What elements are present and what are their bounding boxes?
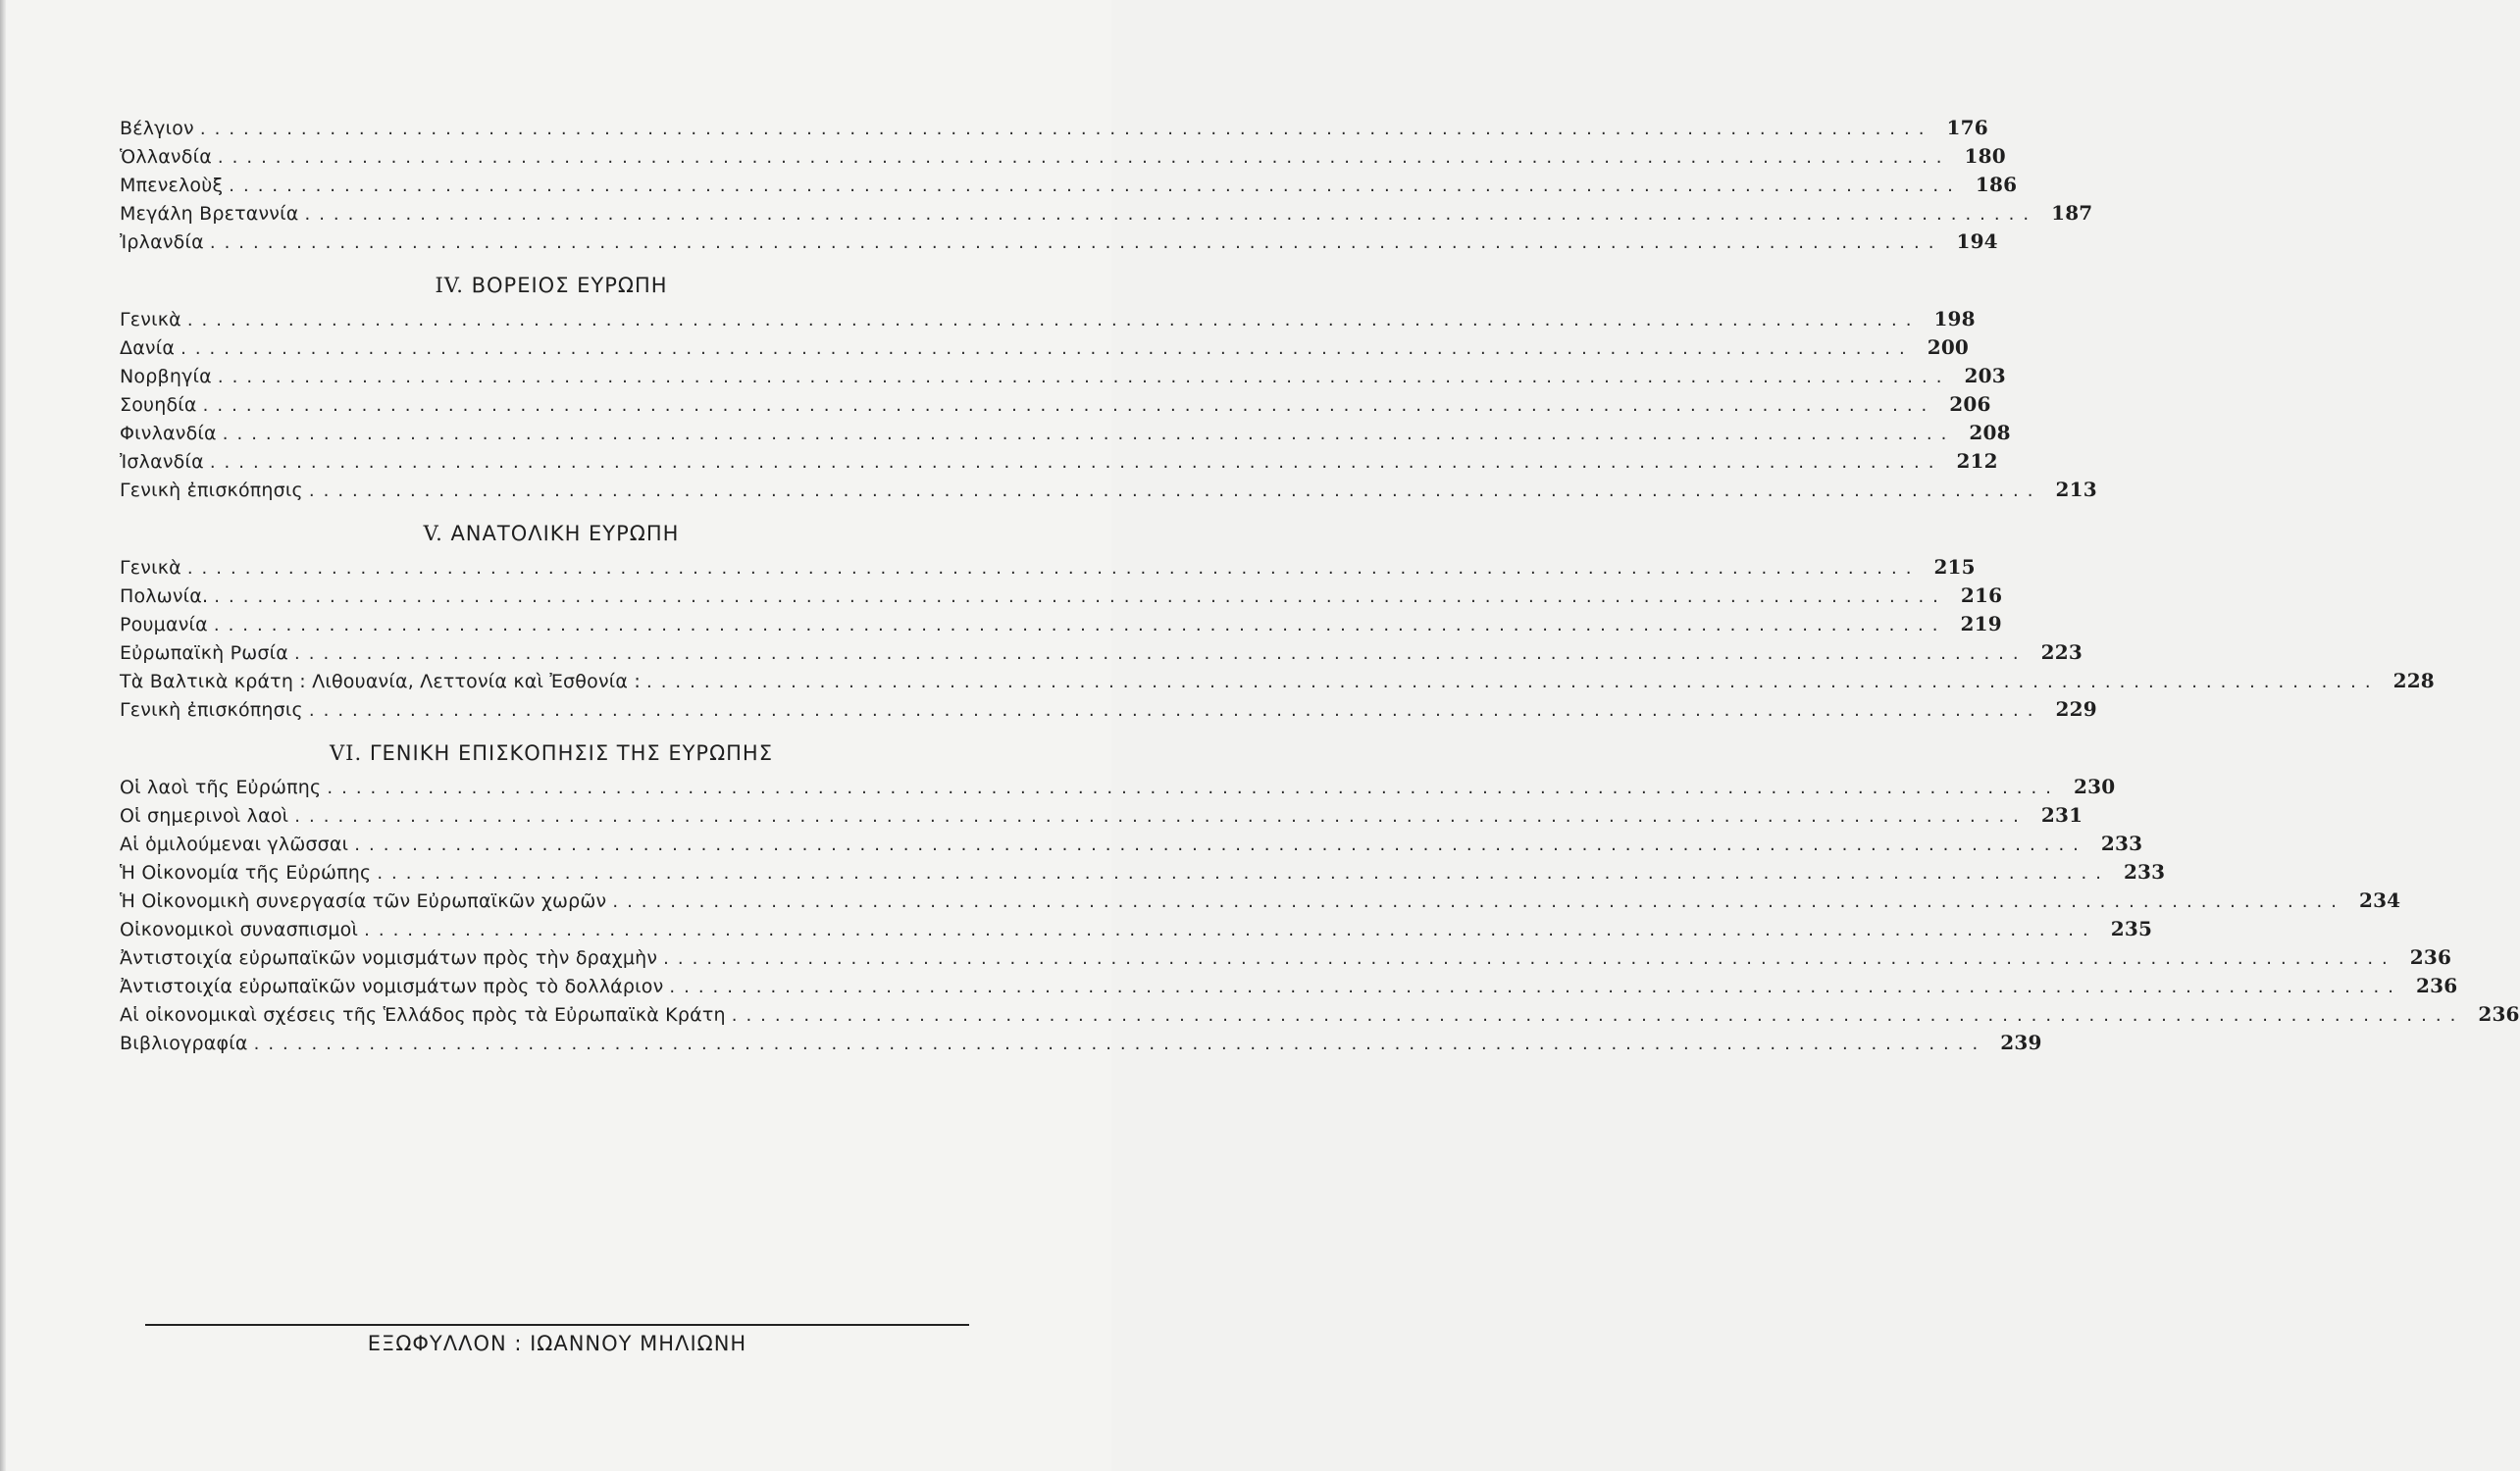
entry-title: Ἰσλανδία [120, 451, 204, 473]
entry-title: Αἱ ὁμιλούμεναι γλῶσσαι [120, 834, 349, 855]
entry-page: 200 [1927, 335, 1970, 359]
entry-title: Μπενελοὺξ [120, 175, 224, 196]
toc-entry [120, 116, 1988, 144]
entry-title: Νορβηγία [120, 366, 212, 387]
dot-leader: ........................................................................................................................ [294, 643, 2028, 664]
section-title: ΒΟΡΕΙΟΣ ΕΥΡΩΠΗ [471, 274, 668, 297]
page-edge-shadow [0, 0, 6, 1471]
entry-page: 233 [2100, 832, 2143, 855]
toc-entry [120, 1002, 2520, 1031]
entry-title: Ἀντιστοιχία εὐρωπαϊκῶν νομισμάτων πρὸς τὸ δολλάριον [120, 976, 664, 997]
toc-entry [120, 335, 1970, 364]
entry-page: 194 [1956, 229, 1998, 253]
toc-section-general-overview [120, 732, 2520, 1059]
entry-title: Ὁλλανδία [120, 146, 212, 168]
toc-section-northern-europe [120, 264, 2097, 506]
toc-entry [120, 612, 2002, 640]
section-numeral: IV. [435, 274, 464, 297]
entry-page: 239 [2000, 1031, 2042, 1054]
dot-leader: ........................................................................................................................ [217, 147, 1951, 168]
toc-entry [120, 583, 2003, 612]
entry-page: 228 [2392, 669, 2435, 692]
toc-entry [120, 555, 1976, 583]
toc-section-eastern-europe [120, 512, 2435, 726]
section-heading [120, 732, 983, 775]
entry-page: 206 [1949, 392, 1991, 416]
toc-entry [120, 421, 2011, 449]
entry-title: Αἱ οἰκονομικαὶ σχέσεις τῆς Ἑλλάδος πρὸς τὰ Εὐρωπαϊκὰ Κράτη [120, 1004, 726, 1026]
toc-entry [120, 1031, 2042, 1059]
toc-entry [120, 917, 2153, 945]
toc-entry [120, 697, 2097, 726]
entry-title: Ἡ Οἰκονομία τῆς Εὐρώπης [120, 862, 372, 884]
toc-entry [120, 364, 2006, 392]
entry-page: 234 [2358, 888, 2401, 912]
entry-title: Ρουμανία [120, 614, 208, 635]
toc-entry [120, 945, 2452, 974]
entry-page: 231 [2040, 803, 2083, 827]
section-heading [120, 264, 983, 307]
toc-entry [120, 201, 2093, 229]
dot-leader: ........................................................................................................................ [213, 615, 1947, 635]
toc-entry [120, 229, 1998, 258]
dot-leader: ........................................................................................................................ [222, 424, 1956, 444]
dot-leader: ........................................................................................................................ [308, 700, 2042, 721]
dot-leader: ........................................................................................................................ [209, 452, 1943, 473]
entry-page: 233 [2123, 860, 2166, 884]
entry-title: Πολωνία. [120, 585, 209, 607]
dot-leader: ........................................................................................................................ [354, 835, 2087, 855]
toc-entry [120, 449, 1998, 478]
toc-entry [120, 173, 2018, 201]
dot-leader: ........................................................................................................................ [645, 672, 2380, 692]
entry-page: 229 [2055, 697, 2097, 721]
entry-page: 198 [1933, 307, 1976, 330]
toc-entry [120, 888, 2401, 917]
dot-leader: ........................................................................................................................ [186, 310, 1921, 330]
entry-title: Γενικὰ [120, 557, 181, 579]
section-numeral: VI. [330, 741, 363, 765]
entry-title: Γενικὰ [120, 309, 181, 330]
entry-title: Ἀντιστοιχία εὐρωπαϊκῶν νομισμάτων πρὸς τὴν δραχμὴν [120, 947, 658, 969]
entry-title: Εὐρωπαϊκὴ Ρωσία [120, 642, 289, 664]
dot-leader: ........................................................................................................................ [214, 586, 1947, 607]
entry-page: 216 [1960, 583, 2003, 607]
entry-page: 212 [1956, 449, 1998, 473]
toc-entry [120, 775, 2116, 803]
toc-entry [120, 307, 1976, 335]
entry-page: 176 [1946, 116, 1988, 139]
section-title: ΑΝΑΤΟΛΙΚΗ ΕΥΡΩΠΗ [450, 522, 680, 545]
entry-title: Βιβλιογραφία [120, 1033, 248, 1054]
dot-leader: ........................................................................................................................ [308, 481, 2042, 501]
entry-title: Οἱ σημερινοὶ λαοὶ [120, 805, 289, 827]
entry-title: Δανία [120, 337, 176, 359]
toc-entry [120, 974, 2458, 1002]
dot-leader: ........................................................................................................................ [209, 232, 1943, 253]
toc-entry [120, 669, 2435, 697]
dot-leader: ........................................................................................................................ [612, 891, 2345, 912]
entry-page: 203 [1964, 364, 2006, 387]
dot-leader: ........................................................................................................................ [731, 1005, 2465, 1026]
entry-title: Ἰρλανδία [120, 231, 204, 253]
entry-page: 235 [2110, 917, 2153, 940]
entry-title: Γενικὴ ἐπισκόπησις [120, 480, 303, 501]
entry-title: Οἰκονομικοὶ συνασπισμοὶ [120, 919, 359, 940]
dot-leader: ........................................................................................................................ [377, 863, 2110, 884]
entry-title: Σουηδία [120, 394, 197, 416]
toc-entry [120, 478, 2097, 506]
entry-page: 236 [2416, 974, 2458, 997]
section-numeral: V. [423, 522, 443, 545]
toc-section-continued [120, 116, 2093, 258]
entry-page: 213 [2055, 478, 2097, 501]
toc-entry [120, 640, 2083, 669]
entry-page: 215 [1933, 555, 1976, 579]
dot-leader: ........................................................................................................................ [180, 338, 1914, 359]
dot-leader: ........................................................................................................................ [186, 558, 1921, 579]
dot-leader: ........................................................................................................................ [294, 806, 2028, 827]
entry-page: 236 [2478, 1002, 2520, 1026]
entry-page: 208 [1969, 421, 2011, 444]
section-heading [120, 512, 983, 555]
entry-title: Οἱ λαοὶ τῆς Εὐρώπης [120, 777, 322, 798]
dot-leader: ........................................................................................................................ [327, 778, 2060, 798]
entry-title: Φινλανδία [120, 423, 217, 444]
cover-credit: ΕΞΩΦΥΛΛΟΝ : ΙΩΑΝΝΟΥ ΜΗΛΙΩΝΗ [367, 1332, 747, 1355]
toc-entry [120, 392, 1991, 421]
entry-page: 187 [2051, 201, 2093, 225]
footer-rule [145, 1324, 969, 1326]
entry-page: 180 [1964, 144, 2006, 168]
entry-page: 219 [1960, 612, 2002, 635]
dot-leader: ........................................................................................................................ [253, 1034, 1987, 1054]
entry-title: Τὰ Βαλτικὰ κράτη : Λιθουανία, Λεττονία καὶ Ἐσθονία : [120, 671, 641, 692]
entry-title: Γενικὴ ἐπισκόπησις [120, 699, 303, 721]
entry-page: 236 [2409, 945, 2452, 969]
dot-leader: ........................................................................................................................ [229, 176, 1962, 196]
entry-title: Βέλγιον [120, 118, 194, 139]
dot-leader: ........................................................................................................................ [304, 204, 2038, 225]
table-of-contents [120, 116, 2520, 1059]
section-title: ΓΕΝΙΚΗ ΕΠΙΣΚΟΠΗΣΙΣ ΤΗΣ ΕΥΡΩΠΗΣ [369, 741, 773, 765]
toc-entry [120, 832, 2143, 860]
dot-leader: ........................................................................................................................ [669, 977, 2402, 997]
entry-page: 223 [2040, 640, 2083, 664]
toc-entry [120, 803, 2083, 832]
toc-entry [120, 860, 2166, 888]
entry-page: 186 [1975, 173, 2018, 196]
dot-leader: ........................................................................................................................ [217, 367, 1951, 387]
toc-entry [120, 144, 2006, 173]
entry-title: Ἡ Οἰκονομικὴ συνεργασία τῶν Εὐρωπαϊκῶν χωρῶν [120, 890, 607, 912]
dot-leader: ........................................................................................................................ [364, 920, 2097, 940]
entry-page: 230 [2073, 775, 2116, 798]
dot-leader: ........................................................................................................................ [199, 119, 1933, 139]
dot-leader: ........................................................................................................................ [663, 948, 2396, 969]
entry-title: Μεγάλη Βρεταννία [120, 203, 299, 225]
dot-leader: ........................................................................................................................ [202, 395, 1936, 416]
